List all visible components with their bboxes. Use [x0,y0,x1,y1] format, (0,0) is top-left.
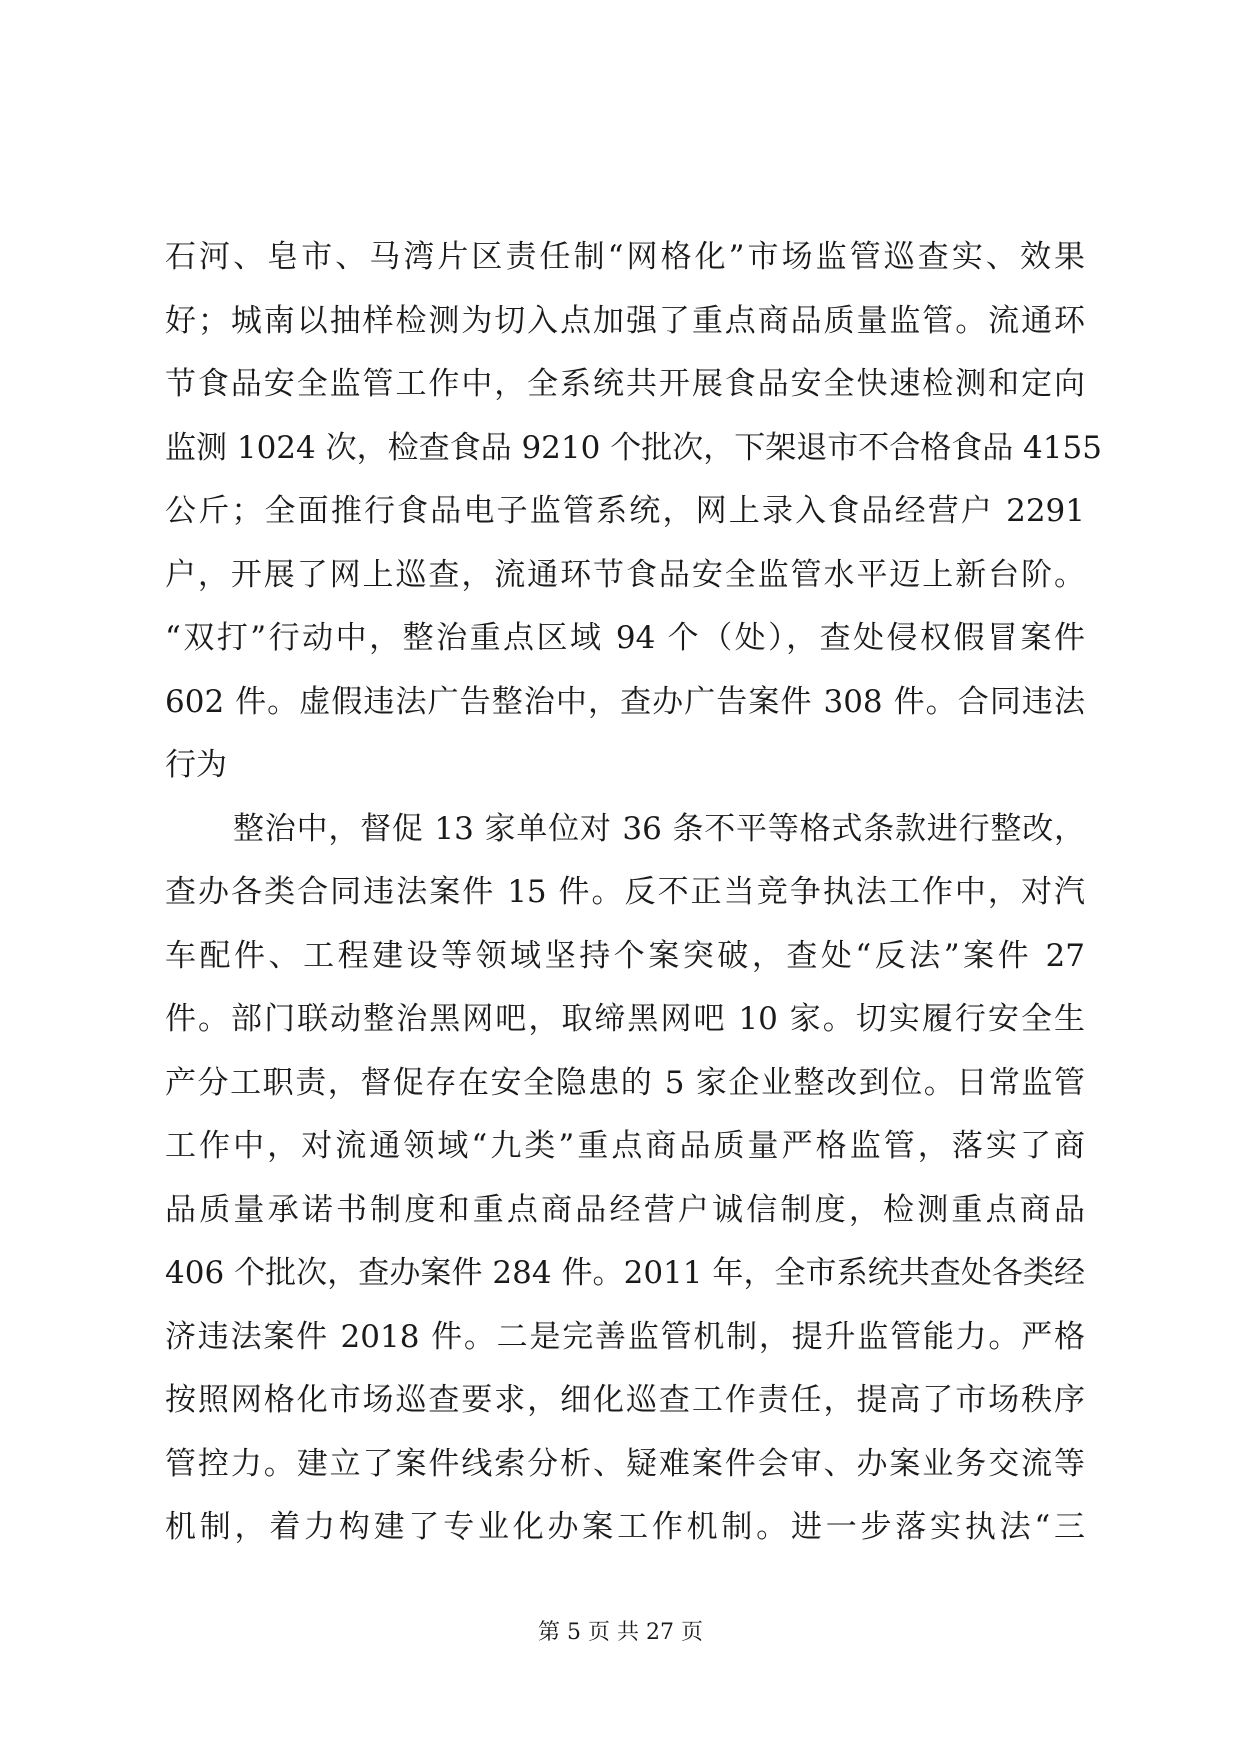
document-body [165,226,1102,1560]
text-line: “双打”行动中，整治重点区域 94 个（处），查处侵权假冒案件 [165,620,1085,656]
text-line: 节食品安全监管工作中，全系统共开展食品安全快速检测和定向 [165,366,1085,402]
text-line: 按照网格化市场巡查要求，细化巡查工作责任，提高了市场秩序 [165,1382,1085,1418]
text-line: 石河、皂市、马湾片区责任制“网格化”市场监管巡查实、效果 [165,239,1085,275]
text-line: 件。部门联动整治黑网吧，取缔黑网吧 10 家。切实履行安全生 [165,1001,1085,1037]
text-line: 602 件。虚假违法广告整治中，查办广告案件 308 件。合同违法 [165,683,1085,720]
page-footer: 第 5 页 共 27 页 [538,1620,703,1645]
text-line: 济违法案件 2018 件。二是完善监管机制，提升监管能力。严格 [165,1318,1085,1355]
text-line: 监测 1024 次，检查食品 9210 个批次，下架退市不合格食品 4155 [165,429,1102,466]
text-line: 产分工职责，督促存在安全隐患的 5 家企业整改到位。日常监管 [165,1064,1085,1101]
text-line: 车配件、工程建设等领域坚持个案突破，查处“反法”案件 27 [165,937,1085,974]
text-line: 品质量承诺书制度和重点商品经营户诚信制度，检测重点商品 [165,1191,1085,1228]
text-line: 公斤；全面推行食品电子监管系统，网上录入食品经营户 2291 [165,493,1085,529]
paragraph-first-line: 整治中，督促 13 家单位对 36 条不平等格式条款进行整改， [233,810,1085,847]
text-line: 行为 [165,747,227,783]
text-line: 户，开展了网上巡查，流通环节食品安全监管水平迈上新台阶。 [165,556,1085,593]
text-line: 406 个批次，查办案件 284 件。2011 年，全市系统共查处各类经 [165,1255,1085,1291]
text-line: 查办各类合同违法案件 15 件。反不正当竞争执法工作中，对汽 [165,874,1085,910]
text-line: 管控力。建立了案件线索分析、疑难案件会审、办案业务交流等 [165,1445,1085,1482]
text-line: 工作中，对流通领域“九类”重点商品质量严格监管，落实了商 [165,1128,1085,1164]
text-line: 机制，着力构建了专业化办案工作机制。进一步落实执法“三 [165,1509,1085,1545]
text-line: 好；城南以抽样检测为切入点加强了重点商品质量监管。流通环 [165,302,1085,339]
